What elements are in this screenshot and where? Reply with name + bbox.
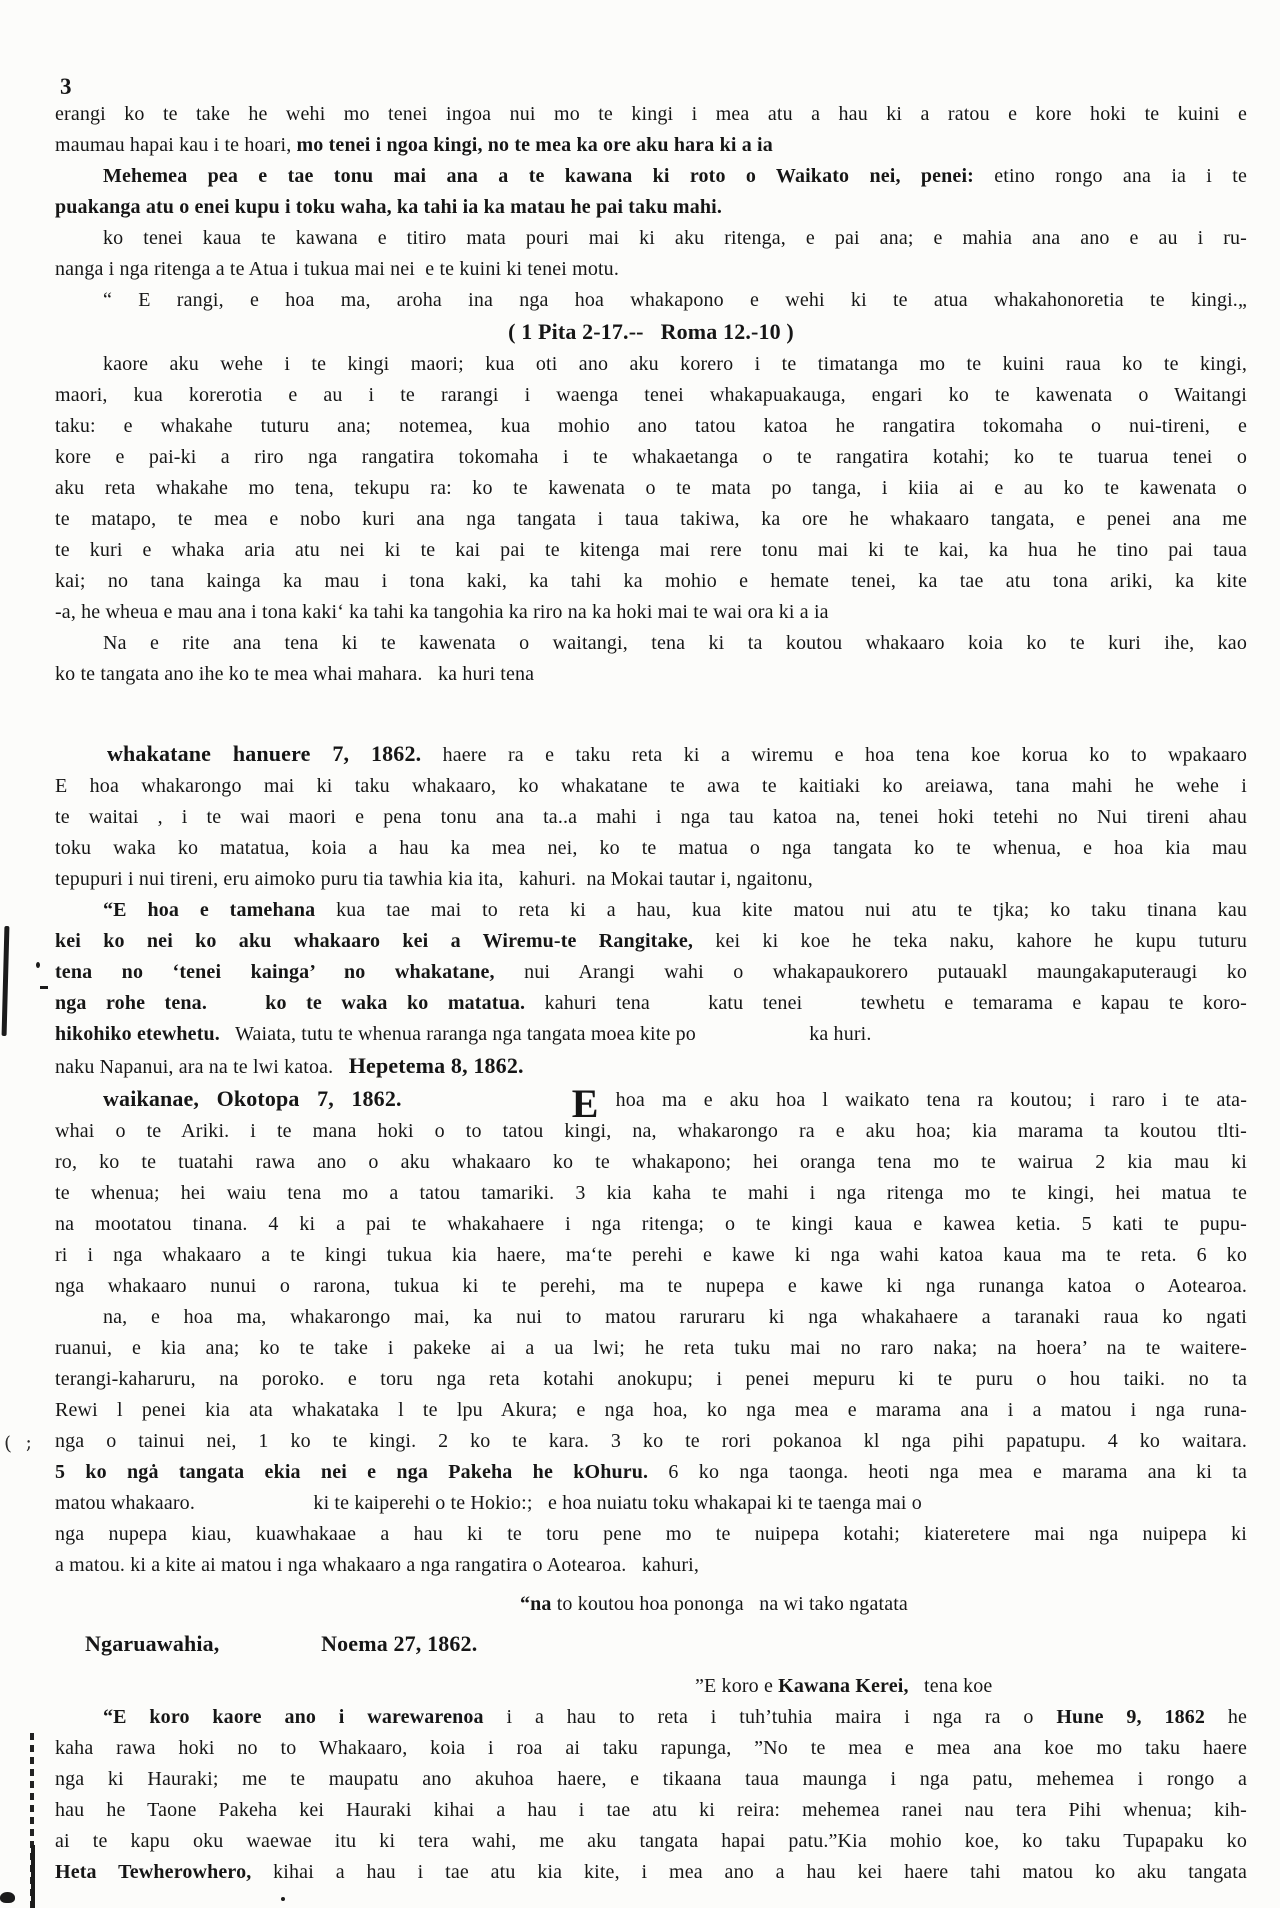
text-segment: te kuri e whaka aria atu nei ki te kai pai te kitenga mai rere tonu mai ki te kai, ka hua he tino pai taua: [55, 539, 1247, 561]
text-line: [55, 833, 1247, 864]
text-segment: Rewi l penei kia ata whakataka l te lpu Akura; e nga hoa, ko nga mea e marama ana i a matou i nga runa-: [55, 1399, 1247, 1421]
text-line: [55, 1209, 1247, 1240]
text-line: [55, 349, 1247, 380]
text-segment: Hune 9, 1862: [1056, 1706, 1206, 1728]
text-line: [55, 864, 1247, 895]
text-segment: kua tae mai to reta ki a hau, kua kite matou nui atu te tjka; ko taku tinana kau: [336, 899, 1247, 921]
text-segment: erangi ko te take he wehi mo tenei ingoa nui mo te kingi i mea atu a hau ki a ratou e kore hoki te kuini e: [55, 103, 1247, 125]
text-segment: “E hoa e tamehana: [103, 899, 337, 921]
text-line: [55, 473, 1247, 504]
text-segment: na, e hoa ma, whakarongo mai, ka nui to matou raruraru ki nga whakahaere a taranaki raua ko ngati: [103, 1306, 1247, 1328]
text-segment: nui Arangi wahi o whakapaukorero putauakl maungakaputeraugi ko: [494, 961, 1248, 983]
text-segment: kei ko nei ko aku whakaaro kei a Wiremu-te Rangitake,: [55, 930, 694, 952]
text-line: [55, 316, 1247, 349]
text-segment: taku: e whakahe tuturu ana; notemea, kua mohio ano tatou katoa he rangatira tokomaha o nui-tireni, e: [55, 415, 1247, 437]
text-line: [55, 659, 1247, 690]
text-line: [55, 1764, 1247, 1795]
text-segment: etino rongo ana ia i te: [973, 165, 1247, 187]
text-line: [55, 1178, 1247, 1209]
text-segment: kihai a hau i tae atu kia kite, i mea ano a hau kei haere tahi matou ko aku tangata: [251, 1861, 1247, 1883]
text-segment: ”E koro e: [695, 1675, 779, 1697]
text-segment: whakatane hanuere 7, 1862.: [107, 741, 422, 766]
text-segment: ruanui, e kia ana; ko te take i pakeke ai a ua lwi; he reta tuku mai no raro naka; na hoera’ na te waitere-: [55, 1337, 1247, 1359]
text-segment: ri i nga whakaaro a te kingi tukua kia haere, ma‘te perehi e kawe ki nga wahi katoa kaua ma te reta. 6 ko: [55, 1244, 1247, 1266]
text-line: [55, 566, 1247, 597]
text-line: [55, 1702, 1247, 1733]
margin-handwriting-mark: ( ;: [3, 1430, 37, 1456]
text-segment: maumau hapai kau i te hoari,: [55, 134, 297, 156]
text-segment: kei ki koe he teka naku, kahore he kupu tuturu: [693, 930, 1248, 952]
text-line: [55, 1671, 1247, 1702]
text-segment: nga o tainui nei, 1 ko te kingi. 2 ko te kara. 3 ko te rori pokanoa kl nga pihi papatupu. 4 ko waitara.: [55, 1430, 1247, 1452]
text-segment: terangi-kaharuru, na poroko. e toru nga reta kotahi anokupu; i penei mepuru ki te puru o hou taiki. no ta: [55, 1368, 1247, 1390]
text-segment: kahuri tena katu tenei tewhetu e temarama e kapau te koro-: [525, 992, 1247, 1014]
scan-artifact-ink-dot: [36, 962, 40, 968]
text-line: [55, 99, 1247, 130]
text-segment: he: [1205, 1706, 1248, 1728]
text-segment: puakanga atu o enei kupu i toku waha, ka tahi ia ka matau he pai taku mahi.: [55, 196, 722, 218]
text-segment: Ngaruawahia, Noema 27, 1862.: [85, 1631, 478, 1656]
text-line: [55, 1333, 1247, 1364]
text-segment: tena koe: [908, 1675, 993, 1697]
text-segment: hikohiko etewhetu.: [55, 1023, 220, 1045]
text-line: [55, 988, 1247, 1019]
scan-artifact-corner-smudge: [0, 1892, 15, 1903]
text-segment: ( 1 Pita 2-17.-- Roma 12.-10 ): [508, 319, 794, 344]
text-segment: Kawana Kerei,: [778, 1675, 909, 1697]
text-segment: Heta Tewherowhero,: [55, 1861, 252, 1883]
text-line: [55, 411, 1247, 442]
text-line: [55, 1826, 1247, 1857]
text-line: [55, 771, 1247, 802]
text-segment: Na e rite ana tena ki te kawenata o waitangi, tena ki ta koutou whakaaro koia ko te kuri ihe, kao: [103, 632, 1247, 654]
text-line: [55, 1147, 1247, 1178]
text-line: [55, 285, 1247, 316]
text-segment: 5 ko ngȧ tangata ekia nei e nga Pakeha he kOhuru.: [55, 1461, 649, 1483]
text-line: [55, 1488, 1247, 1519]
text-line: [55, 628, 1247, 659]
text-segment: “na: [520, 1593, 552, 1615]
text-segment: maori, kua korerotia e au i te rarangi i waenga tenei whakapuakauga, engari ko te kawenata o Waitangi: [55, 384, 1247, 406]
text-segment: te matapo, te mea e nobo kuri ana nga tangata i taua takiwa, ka ore he whakaaro tangata, e penei ana me: [55, 508, 1247, 530]
text-line: [55, 254, 1247, 285]
scan-artifact-solid-line: [31, 1845, 35, 1908]
text-segment: to koutou hoa pononga na wi tako ngatata: [551, 1593, 908, 1615]
text-line: [55, 1271, 1247, 1302]
text-segment: nga rohe tena.: [55, 992, 266, 1014]
text-segment: [402, 1089, 572, 1111]
text-segment: “E koro kaore ano i warewarenoa: [103, 1706, 484, 1728]
text-segment: whai o te Ariki. i te mana hoki o to tatou kingi, na, whakarongo ra e aku hoa; kia marama ta koutou tlti-: [55, 1120, 1247, 1142]
text-segment: naku Napanui, ara na te lwi katoa.: [55, 1056, 349, 1078]
text-segment: nga whakaaro nunui o rarona, tukua ki te perehi, ma te nupepa e kawe ki nga runanga katoa o Aotearoa.: [55, 1275, 1247, 1297]
text-segment: 6 ko nga taonga. heoti nga mea e marama ana ki ta: [648, 1461, 1247, 1483]
text-segment: kore e pai-ki a riro nga rangatira tokomaha i te whakaetanga o te rangatira kotahi; ko te tuarua tenei o: [55, 446, 1247, 468]
text-line: [55, 442, 1247, 473]
text-line: [55, 1795, 1247, 1826]
text-segment: nga ki Hauraki; me te maupatu ano akuhoa haere, e tikaana taua maunga i nga patu, mehemea i rongo a: [55, 1768, 1247, 1790]
text-segment: kaore aku wehe i te kingi maori; kua oti ano aku korero i te timatanga mo te kuini raua ko te kingi,: [103, 353, 1247, 375]
text-segment: i a hau to reta i tuh’tuhia maira i nga ra o: [483, 1706, 1057, 1728]
text-line: [55, 1019, 1247, 1050]
scan-artifact-left-bar: [2, 926, 10, 1036]
text-segment: haere ra e taku reta ki a wiremu e hoa tena koe korua ko to wpakaaro: [421, 744, 1247, 766]
text-segment: Hepetema 8, 1862.: [348, 1053, 524, 1078]
text-column: [55, 99, 1247, 1888]
text-segment: nanga i nga ritenga a te Atua i tukua mai nei e te kuini ki tenei motu.: [55, 258, 619, 280]
text-line: [55, 1050, 1247, 1083]
text-line: [55, 1081, 1248, 1126]
text-segment: Mehemea pea e tae tonu mai ana a te kawana ki roto o Waikato nei, penei:: [103, 165, 974, 187]
text-line: [55, 1302, 1247, 1333]
text-line: [55, 1550, 1247, 1581]
text-segment: waikanae, Okotopa 7, 1862.: [103, 1086, 402, 1111]
scan-artifact-bottom-dot: [281, 1897, 285, 1901]
text-segment: ro, ko te tuatahi rawa ano o aku whakaaro ko te whakapono; hei oranga tena mo te wairua 2 kia mau ki: [55, 1151, 1247, 1173]
text-segment: mo tenei i ngoa kingi, no te mea ka ore aku hara ki a ia: [296, 134, 773, 156]
text-line: [55, 161, 1247, 192]
text-line: [55, 1519, 1247, 1550]
text-segment: tepupuri i nui tireni, eru aimoko puru tia tawhia kia ita, kahuri. na Mokai tautar i, ngaitonu,: [55, 868, 813, 890]
text-line: [55, 1364, 1247, 1395]
text-line: [55, 1240, 1247, 1271]
text-segment: kai; no tana kainga ka mau i tona kaki, ka tahi ka mohio e hemate tenei, ka tae atu tona ariki, ka kite: [55, 570, 1247, 592]
text-segment: nga nupepa kiau, kuawhakaae a hau ki te toru pene mo te nuipepa kotahi; kiateretere mai nga nuipepa ki: [55, 1523, 1247, 1545]
text-segment: tena no ‘tenei kainga’ no whakatane,: [55, 961, 495, 983]
text-segment: a matou. ki a kite ai matou i nga whakaaro a nga rangatira o Aotearoa. kahuri,: [55, 1554, 699, 1576]
text-line: [55, 1457, 1247, 1488]
text-line: [55, 738, 1247, 771]
text-segment: ai te kapu oku waewae itu ki tera wahi, me aku tangata hapai patu.”Kia mohio koe, ko taku Tupapaku ko: [55, 1830, 1247, 1852]
text-segment: hau he Taone Pakeha kei Hauraki kihai a hau i tae atu ki reira: mehemea ranei nau tera Pihi whenua; kih-: [55, 1799, 1247, 1821]
text-segment: aku reta whakahe mo tena, tekupu ra: ko te kawenata o te mata po tanga, i kiia ai e au ko te kawenata o: [55, 477, 1247, 499]
text-segment: toku waka ko matatua, koia a hau ka mea nei, ko te matua o nga tangata ko te whenua, e hoa kia mau: [55, 837, 1247, 859]
text-segment: E hoa whakarongo mai ki taku whakaaro, ko whakatane te awa te kaitiaki ko areiawa, tana mahi he wehe i: [55, 775, 1247, 797]
text-segment: ko te waka ko matatua.: [265, 992, 526, 1014]
text-segment: E: [571, 1081, 599, 1126]
text-segment: te whenua; hei waiu tena mo a tatou tamariki. 3 kia kaha te mahi i nga ritenga mo te kingi, hei matua te: [55, 1182, 1247, 1204]
text-line: [55, 1733, 1247, 1764]
text-line: [55, 1395, 1247, 1426]
text-line: [55, 1426, 1247, 1457]
text-line: [55, 1628, 1247, 1661]
text-line: [55, 130, 1247, 161]
text-segment: “ E rangi, e hoa ma, aroha ina nga hoa whakapono e wehi ki te atua whakahonoretia te kingi.„: [103, 289, 1247, 311]
text-line: [55, 957, 1247, 988]
text-line: [55, 1116, 1247, 1147]
scan-artifact-ink-dash: [40, 986, 48, 989]
text-segment: ko te tangata ano ihe ko te mea whai mahara. ka huri tena: [55, 663, 535, 685]
text-line: [55, 535, 1247, 566]
text-line: [55, 223, 1247, 254]
text-segment: -a, he wheua e mau ana i tona kaki‘ ka tahi ka tangohia ka riro na ka hoki mai te wai ora ki a ia: [55, 601, 829, 623]
text-line: [55, 1589, 1247, 1620]
text-segment: na mootatou tinana. 4 ki a pai te whakahaere i nga ritenga; o te kingi kaua e kawea ketia. 5 kati te pupu-: [55, 1213, 1247, 1235]
text-segment: Waiata, tutu te whenua raranga nga tangata moea kite po ka huri.: [219, 1023, 872, 1045]
text-line: [55, 802, 1247, 833]
text-line: [55, 895, 1247, 926]
text-segment: kaha rawa hoki no to Whakaaro, koia i roa ai taku rapunga, ”No te mea e mea ana koe mo taku haere: [55, 1737, 1247, 1759]
text-line: [55, 1857, 1247, 1888]
text-line: [55, 926, 1247, 957]
text-line: [55, 504, 1247, 535]
text-line: [55, 192, 1247, 223]
page-number: 3: [60, 74, 72, 99]
text-segment: ko tenei kaua te kawana e titiro mata pouri mai ki aku ritenga, e pai ana; e mahia ana ano e au i ru-: [103, 227, 1247, 249]
text-line: [55, 597, 1247, 628]
text-segment: te waitai , i te wai maori e pena tonu ana ta..a mahi i nga tau katoa na, tenei hoki tetehi no Nui tireni ahau: [55, 806, 1247, 828]
text-segment: hoa ma e aku hoa l waikato tena ra koutou; i raro i te ata-: [598, 1089, 1248, 1111]
text-segment: matou whakaaro. ki te kaiperehi o te Hokio:; e hoa nuiatu toku whakapai ki te taenga mai o: [55, 1492, 922, 1514]
text-line: [55, 380, 1247, 411]
